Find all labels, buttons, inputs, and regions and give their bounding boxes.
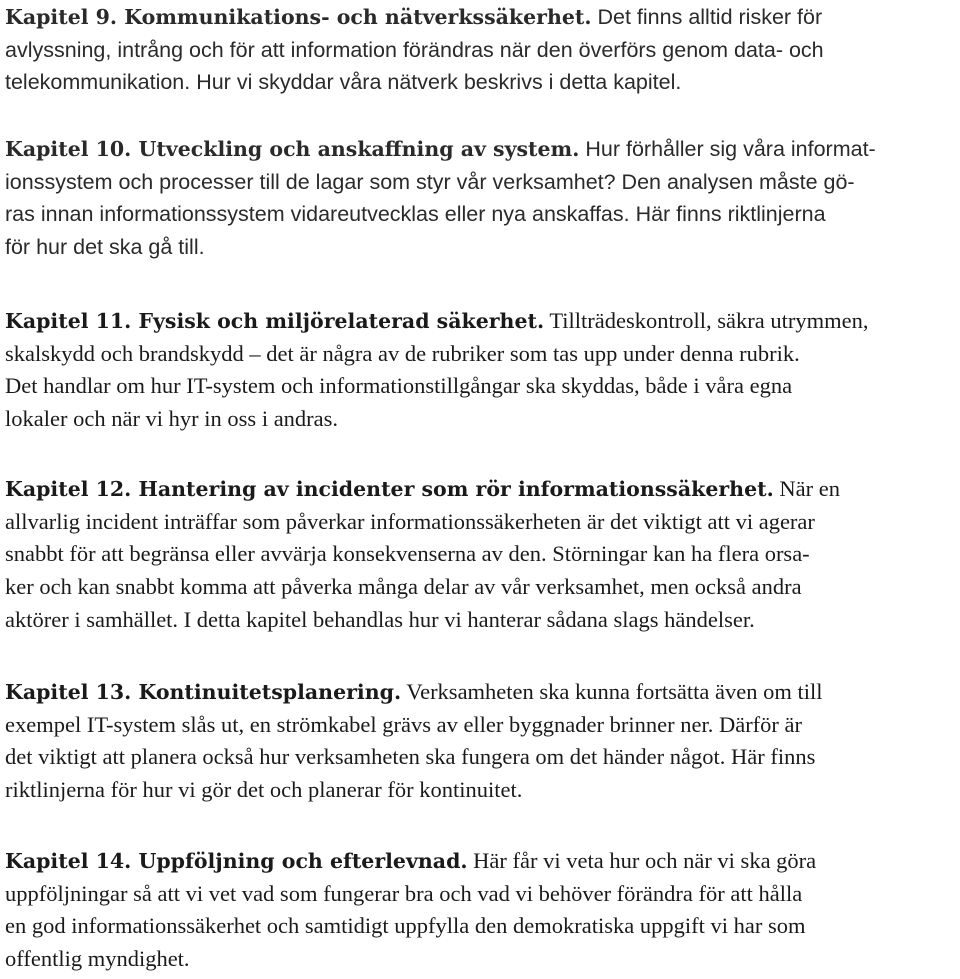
chapter-12-text: När en [779, 476, 840, 501]
chapter-13-line-1 [5, 676, 957, 709]
chapter-14 [5, 845, 957, 976]
chapter-10 [5, 133, 957, 264]
chapter-9-heading: Kapitel 9. Kommunikations- och nätverkssäkerhet. [5, 5, 592, 29]
chapter-12-line-4: ker och kan snabbt komma att påverka många delar av vår verksamhet, men också andra [5, 574, 802, 600]
chapter-13-heading: Kapitel 13. Kontinuitetsplanering. [5, 680, 402, 704]
chapter-12 [5, 473, 957, 636]
chapter-9-line-3: telekommunikation. Hur vi skyddar våra nätverk beskrivs i detta kapitel. [5, 70, 682, 95]
chapter-9-line-2: avlyssning, intrång och för att information förändras när den överförs genom data- och [5, 37, 824, 62]
chapter-12-line-5: aktörer i samhället. I detta kapitel behandlas hur vi hanterar sådana slags händelser. [5, 606, 755, 632]
chapter-14-line-1 [5, 845, 957, 878]
chapter-14-line-3: en god informationssäkerhet och samtidigt uppfylla den demokratiska uppgift vi har som [5, 913, 806, 939]
chapter-14-text: Här får vi veta hur och när vi ska göra [473, 848, 817, 873]
chapter-12-heading: Kapitel 12. Hantering av incidenter som rör informationssäkerhet. [5, 477, 774, 501]
chapter-14-heading: Kapitel 14. Uppföljning och efterlevnad. [5, 849, 468, 873]
chapter-13-text: Verksamheten ska kunna fortsätta även om till [406, 679, 823, 704]
chapter-10-line-4: för hur det ska gå till. [5, 235, 205, 260]
chapter-11-line-1 [5, 305, 957, 338]
chapter-10-line-1 [5, 133, 957, 166]
chapter-11-text: Tillträdeskontroll, säkra utrymmen, [549, 308, 869, 333]
chapter-9 [5, 1, 957, 99]
chapter-11-line-4: lokaler och när vi hyr in oss i andras. [5, 406, 339, 432]
chapter-13-line-4: riktlinjerna för hur vi gör det och planerar för kontinuitet. [5, 777, 523, 803]
document-page [5, 0, 957, 979]
chapter-10-line-2: ionssystem och processer till de lagar som styr vår verksamhet? Den analysen måste gö- [5, 169, 855, 194]
chapter-12-line-1 [5, 473, 957, 506]
chapter-13-line-2: exempel IT-system slås ut, en strömkabel grävs av eller byggnader brinner ner. Därför är [5, 711, 803, 737]
chapter-11-heading: Kapitel 11. Fysisk och miljörelaterad säkerhet. [5, 309, 545, 333]
chapter-10-line-3: ras innan informationssystem vidareutvecklas eller nya anskaffas. Här finns riktlinjerna [5, 202, 826, 227]
chapter-10-heading: Kapitel 10. Utveckling och anskaffning av system. [5, 137, 580, 161]
chapter-13-line-3: det viktigt att planera också hur verksamheten ska fungera om det händer något. Här finns [5, 744, 816, 770]
chapter-11-line-3: Det handlar om hur IT-system och informationstillgångar ska skyddas, både i våra egna [5, 373, 793, 399]
chapter-12-line-3: snabbt för att begränsa eller avvärja konsekvenserna av den. Störningar kan ha flera orsa- [5, 541, 810, 567]
chapter-12-line-2: allvarlig incident inträffar som påverkar informationssäkerheten är det viktigt att vi agerar [5, 508, 815, 534]
chapter-9-text: Det finns alltid risker för [597, 5, 823, 29]
chapter-13 [5, 676, 957, 807]
chapter-9-line-1 [5, 1, 957, 34]
chapter-14-line-4: offentlig myndighet. [5, 946, 190, 972]
chapter-11 [5, 305, 957, 436]
chapter-11-line-2: skalskydd och brandskydd – det är några av de rubriker som tas upp under denna rubrik. [5, 340, 800, 366]
chapter-14-line-2: uppföljningar så att vi vet vad som fungerar bra och vad vi behöver förändra för att hålla [5, 880, 803, 906]
chapter-10-text: Hur förhåller sig våra informat- [585, 137, 876, 161]
